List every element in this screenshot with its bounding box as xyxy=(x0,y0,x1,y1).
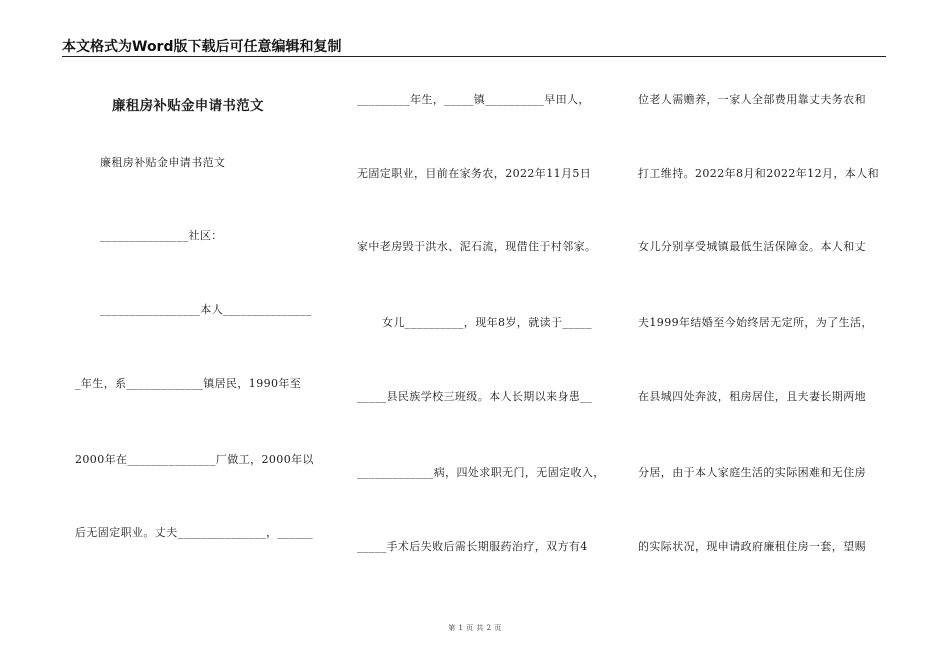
col2-line-6: _____________病，四处求职无门，无固定收入， xyxy=(357,466,605,479)
col1-line-2: _______________社区： xyxy=(100,229,223,242)
page-number-footer: 第 1 页 共 2 页 xyxy=(448,624,502,632)
col2-line-4: 女儿__________，现年8岁，就读于_____ xyxy=(382,316,592,329)
col2-line-5: _____县民族学校三班级。本人长期以来身患__ xyxy=(357,390,593,403)
col2-line-2: 无固定职业，目前在家务农，2022年11月5日 xyxy=(357,167,592,180)
col3-line-4: 夫1999年结婚至今始终居无定所，为了生活， xyxy=(638,316,873,329)
col1-line-5: 2000年在_______________厂做工，2000年以 xyxy=(75,453,314,466)
col1-line-6: 后无固定职业。丈夫_______________，______ xyxy=(75,526,313,539)
col1-line-1: 廉租房补贴金申请书范文 xyxy=(100,156,226,169)
document-title: 廉租房补贴金申请书范文 xyxy=(112,98,264,114)
col3-line-2: 打工维持。2022年8月和2022年12月，本人和 xyxy=(638,167,879,180)
col3-line-7: 的实际状况，现申请政府廉租住房一套，望赐 xyxy=(638,540,866,553)
document-header-title: 本文格式为Word版下载后可任意编辑和复制 xyxy=(62,39,342,55)
col3-line-6: 分居，由于本人家庭生活的实际困难和无住房 xyxy=(638,466,866,479)
col3-line-5: 在县城四处奔波，租房居住，且夫妻长期两地 xyxy=(638,390,866,403)
col2-line-1: _________年生，_____镇__________早田人， xyxy=(357,93,590,106)
col1-line-3: _________________本人_______________ xyxy=(100,303,312,316)
col2-line-3: 家中老房毁于洪水、泥石流，现借住于村邻家。 xyxy=(357,240,597,253)
header-divider xyxy=(62,56,886,57)
col2-line-7: _____手术后失败后需长期服药治疗，双方有4 xyxy=(357,540,588,553)
col3-line-3: 女儿分别享受城镇最低生活保障金。本人和丈 xyxy=(638,240,866,253)
col1-line-4: _年生，系_____________镇居民，1990年至 xyxy=(75,377,302,390)
col3-line-1: 位老人需赡养，一家人全部费用靠丈夫务农和 xyxy=(638,93,866,106)
